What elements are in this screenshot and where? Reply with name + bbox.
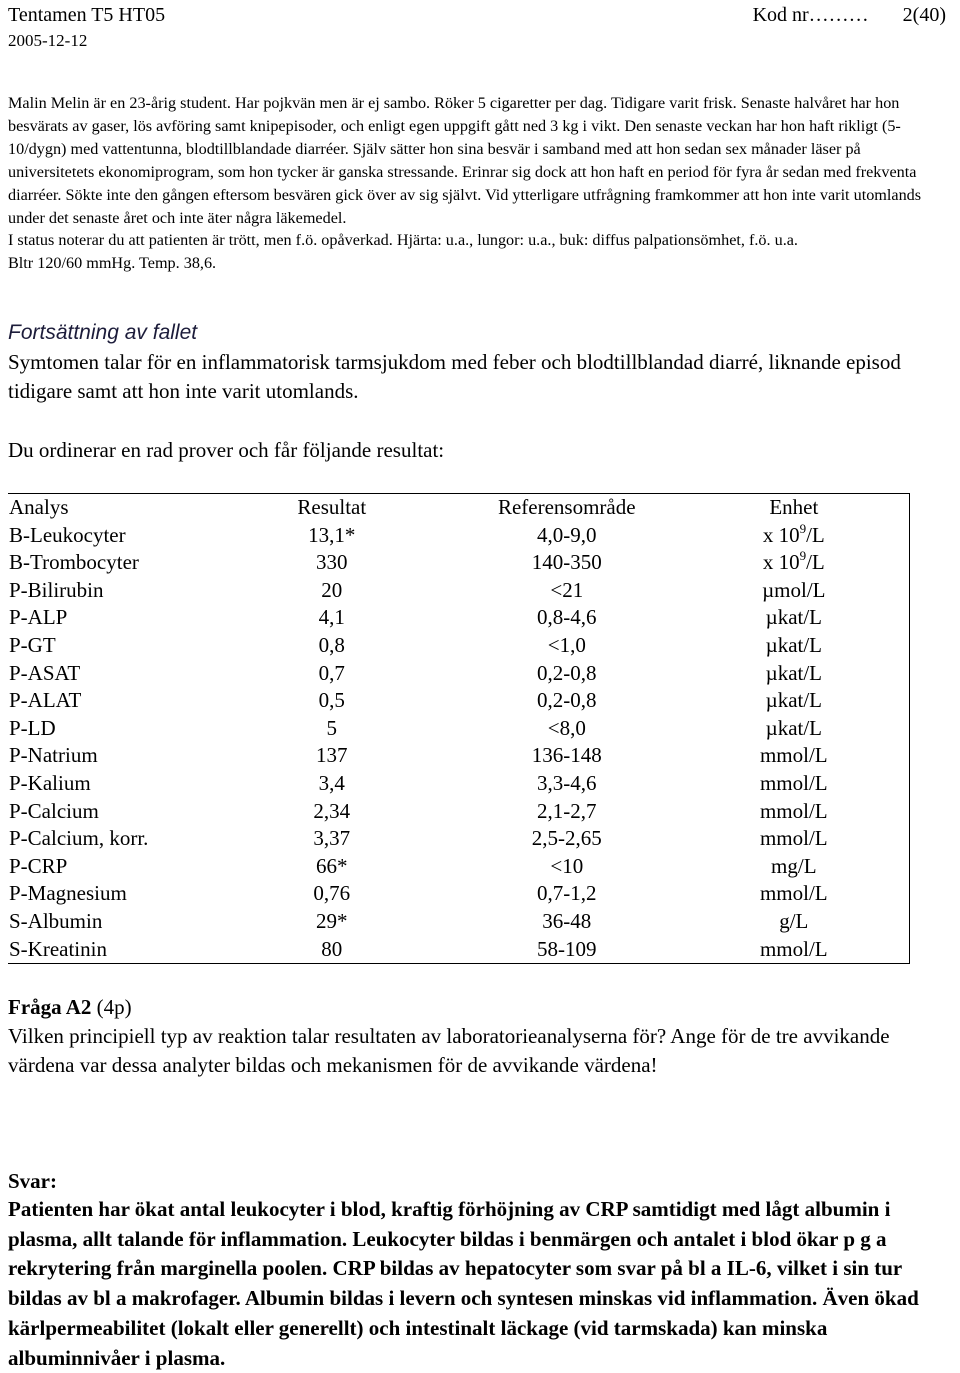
cell-enhet: [679, 908, 910, 936]
cell-resultat: 330: [316, 550, 348, 575]
case-history: Malin Melin är en 23-årig student. Har pojkvän men är ej sambo. Röker 5 cigaretter per dag. Tidigare varit frisk. Senaste halvåret har hon besvärats av gaser, lös avföring samt knipepisoder, och enligt egen uppgift gått ned 3 kg i vikt. Den senaste veckan har hon haft rikligt (5-10/dygn) med vattentunna, blodtillblandade diarréer. Själv sätter hon sina besvär i samband med att hon sedan sex månader läser på universitetets ekonomiprogram, som hon tycker är ganska stressande. Erinrar sig dock att hon haft en period för fyra år sedan med frekventa diarréer. Sökte inte den gången eftersom besvären gick över av sig självt. Vid ytterligare utfrågning framkommer att hon inte varit utomlands under det senaste året och inte äter några läkemedel.: [8, 94, 922, 227]
cell-enhet: [679, 715, 910, 743]
table-row: [8, 936, 910, 964]
cell-referensomrade: 3,3-4,6: [537, 770, 597, 795]
table-row: [8, 853, 910, 881]
cell-resultat: 0,5: [318, 688, 345, 713]
unit-text: µkat/L: [765, 715, 823, 740]
unit-text: x 10: [762, 550, 800, 575]
cell-enhet: [679, 936, 910, 964]
cell-enhet: [679, 577, 910, 605]
cell-referensomrade: 2,5-2,65: [531, 826, 602, 851]
question-text: Vilken principiell typ av reaktion talar resultaten av laboratorieanalyserna för? Ange för de tre avvikande värdena var dessa analyter bildas och mekanismen för de avvikande värdena!: [8, 1024, 890, 1077]
cell-analys: P-ALP: [9, 605, 68, 630]
unit-text: mg/L: [771, 853, 817, 878]
cell-analys: P-Bilirubin: [9, 577, 104, 602]
unit-text: µmol/L: [762, 577, 826, 602]
exam-title: Tentamen T5 HT05: [8, 4, 166, 26]
unit-exponent: 9: [799, 548, 807, 564]
unit-text: µkat/L: [765, 632, 823, 657]
cell-enhet: [679, 798, 910, 826]
table-row: [8, 908, 910, 936]
cell-enhet: [679, 632, 910, 660]
cell-analys: S-Albumin: [9, 908, 103, 933]
unit-text: mmol/L: [759, 743, 828, 768]
col-header-analys: Analys: [9, 495, 69, 519]
table-row: [8, 577, 910, 605]
cell-referensomrade: 58-109: [537, 936, 597, 961]
cell-resultat: 20: [321, 577, 343, 602]
cell-enhet: [679, 825, 910, 853]
cell-referensomrade: 0,2-0,8: [537, 660, 597, 685]
table-row: [8, 660, 910, 688]
unit-text: mmol/L: [759, 770, 828, 795]
table-row: [8, 770, 910, 798]
cell-enhet: [679, 522, 910, 550]
question-label: Fråga A2: [8, 995, 92, 1019]
cell-resultat: 29*: [316, 908, 348, 933]
table-row: [8, 604, 910, 632]
unit-exponent: 9: [799, 520, 807, 536]
cell-resultat: 4,1: [318, 605, 345, 630]
cell-enhet: [679, 853, 910, 881]
cell-analys: P-LD: [9, 715, 56, 740]
exam-date: 2005-12-12: [8, 31, 88, 50]
cell-analys: P-Calcium: [9, 798, 99, 823]
code-number-field: Kod nr………: [752, 4, 869, 26]
answer-label: Svar:: [8, 1169, 57, 1193]
col-header-referensomrade: Referensområde: [497, 495, 636, 519]
cell-resultat: 13,1*: [308, 522, 356, 547]
col-header-enhet: Enhet: [679, 494, 910, 522]
cell-analys: P-Kalium: [9, 770, 91, 795]
case-vitals: Bltr 120/60 mmHg. Temp. 38,6.: [8, 254, 217, 273]
cell-referensomrade: 136-148: [531, 743, 602, 768]
table-row: [8, 549, 910, 577]
lab-results-table: [8, 493, 910, 964]
cell-resultat: 0,8: [318, 632, 345, 657]
table-row: [8, 522, 910, 550]
unit-text: mmol/L: [759, 881, 828, 906]
case-description: [8, 92, 948, 275]
unit-text: g/L: [779, 908, 809, 933]
table-row: [8, 687, 910, 715]
cell-enhet: [679, 742, 910, 770]
unit-text: µkat/L: [765, 605, 823, 630]
cell-resultat: 2,34: [313, 798, 351, 823]
question-points: (4p): [96, 995, 132, 1019]
case-status: I status noterar du att patienten är trött, men f.ö. opåverkad. Hjärta: u.a., lungor: u.a., buk: diffus palpationsömhet, f.ö. u.a.: [8, 231, 798, 250]
cell-referensomrade: 140-350: [531, 550, 602, 575]
table-row: [8, 798, 910, 826]
cell-analys: P-CRP: [9, 853, 68, 878]
col-header-resultat: Resultat: [297, 495, 367, 519]
unit-text: x 10: [762, 522, 800, 547]
page-number: 2(40): [902, 4, 946, 26]
unit-suffix: /L: [806, 550, 825, 575]
unit-text: mmol/L: [759, 936, 828, 961]
cell-referensomrade: 36-48: [542, 908, 592, 933]
table-row: [8, 880, 910, 908]
cell-analys: P-GT: [9, 632, 56, 657]
question-heading: [8, 993, 132, 1021]
answer-text: Patienten har ökat antal leukocyter i blod, kraftig förhöjning av CRP samtidigt med lågt albumin i plasma, allt talande för inflammation. Leukocyter bildas i benmärgen och antalet i blod ökar p g a rekrytering från marginella poolen. CRP bildas av hepatocyter som svar på bl a IL-6, vilket i sin tur bildas av bl a makrofager. Albumin bildas i levern och syntesen minskas vid inflammation. Även ökad kärlpermeabilitet (lokalt eller generellt) och intestinalt läckage (vid tarmskada) kan minska albuminnivåer i plasma.: [8, 1197, 919, 1370]
continuation-heading: Fortsättning av fallet: [8, 321, 198, 344]
cell-enhet: [679, 770, 910, 798]
cell-referensomrade: <10: [550, 853, 584, 878]
cell-enhet: [679, 660, 910, 688]
table-header-row: [8, 494, 910, 522]
cell-enhet: [679, 880, 910, 908]
cell-enhet: [679, 687, 910, 715]
unit-text: mmol/L: [759, 798, 828, 823]
cell-resultat: 3,37: [313, 826, 351, 851]
cell-referensomrade: 0,7-1,2: [537, 881, 597, 906]
cell-resultat: 0,7: [318, 660, 345, 685]
table-row: [8, 715, 910, 743]
unit-text: µkat/L: [765, 688, 823, 713]
cell-referensomrade: <1,0: [547, 632, 586, 657]
cell-analys: P-Natrium: [9, 743, 98, 768]
continuation-text: Symtomen talar för en inflammatorisk tarmsjukdom med feber och blodtillblandad diarré, liknande episod tidigare samt att hon inte varit utomlands.: [8, 350, 901, 403]
cell-referensomrade: 4,0-9,0: [537, 522, 597, 547]
cell-analys: P-Magnesium: [9, 881, 127, 906]
table-row: [8, 742, 910, 770]
cell-referensomrade: <8,0: [547, 715, 586, 740]
cell-referensomrade: <21: [550, 577, 584, 602]
unit-suffix: /L: [806, 522, 825, 547]
cell-analys: P-ALAT: [9, 688, 82, 713]
cell-enhet: [679, 549, 910, 577]
unit-text: mmol/L: [759, 826, 828, 851]
cell-resultat: 3,4: [318, 770, 345, 795]
cell-resultat: 0,76: [313, 881, 351, 906]
cell-referensomrade: 2,1-2,7: [537, 798, 597, 823]
cell-resultat: 137: [316, 743, 348, 768]
cell-analys: S-Kreatinin: [9, 936, 107, 961]
cell-analys: P-ASAT: [9, 660, 81, 685]
cell-resultat: 80: [321, 936, 343, 961]
cell-resultat: 5: [326, 715, 338, 740]
cell-resultat: 66*: [316, 853, 348, 878]
table-row: [8, 825, 910, 853]
cell-enhet: [679, 604, 910, 632]
results-intro: Du ordinerar en rad prover och får följande resultat:: [8, 438, 445, 462]
cell-analys: B-Trombocyter: [9, 550, 139, 575]
cell-analys: P-Calcium, korr.: [9, 826, 149, 851]
cell-referensomrade: 0,2-0,8: [537, 688, 597, 713]
cell-referensomrade: 0,8-4,6: [537, 605, 597, 630]
unit-text: µkat/L: [765, 660, 823, 685]
table-row: [8, 632, 910, 660]
cell-analys: B-Leukocyter: [9, 522, 126, 547]
